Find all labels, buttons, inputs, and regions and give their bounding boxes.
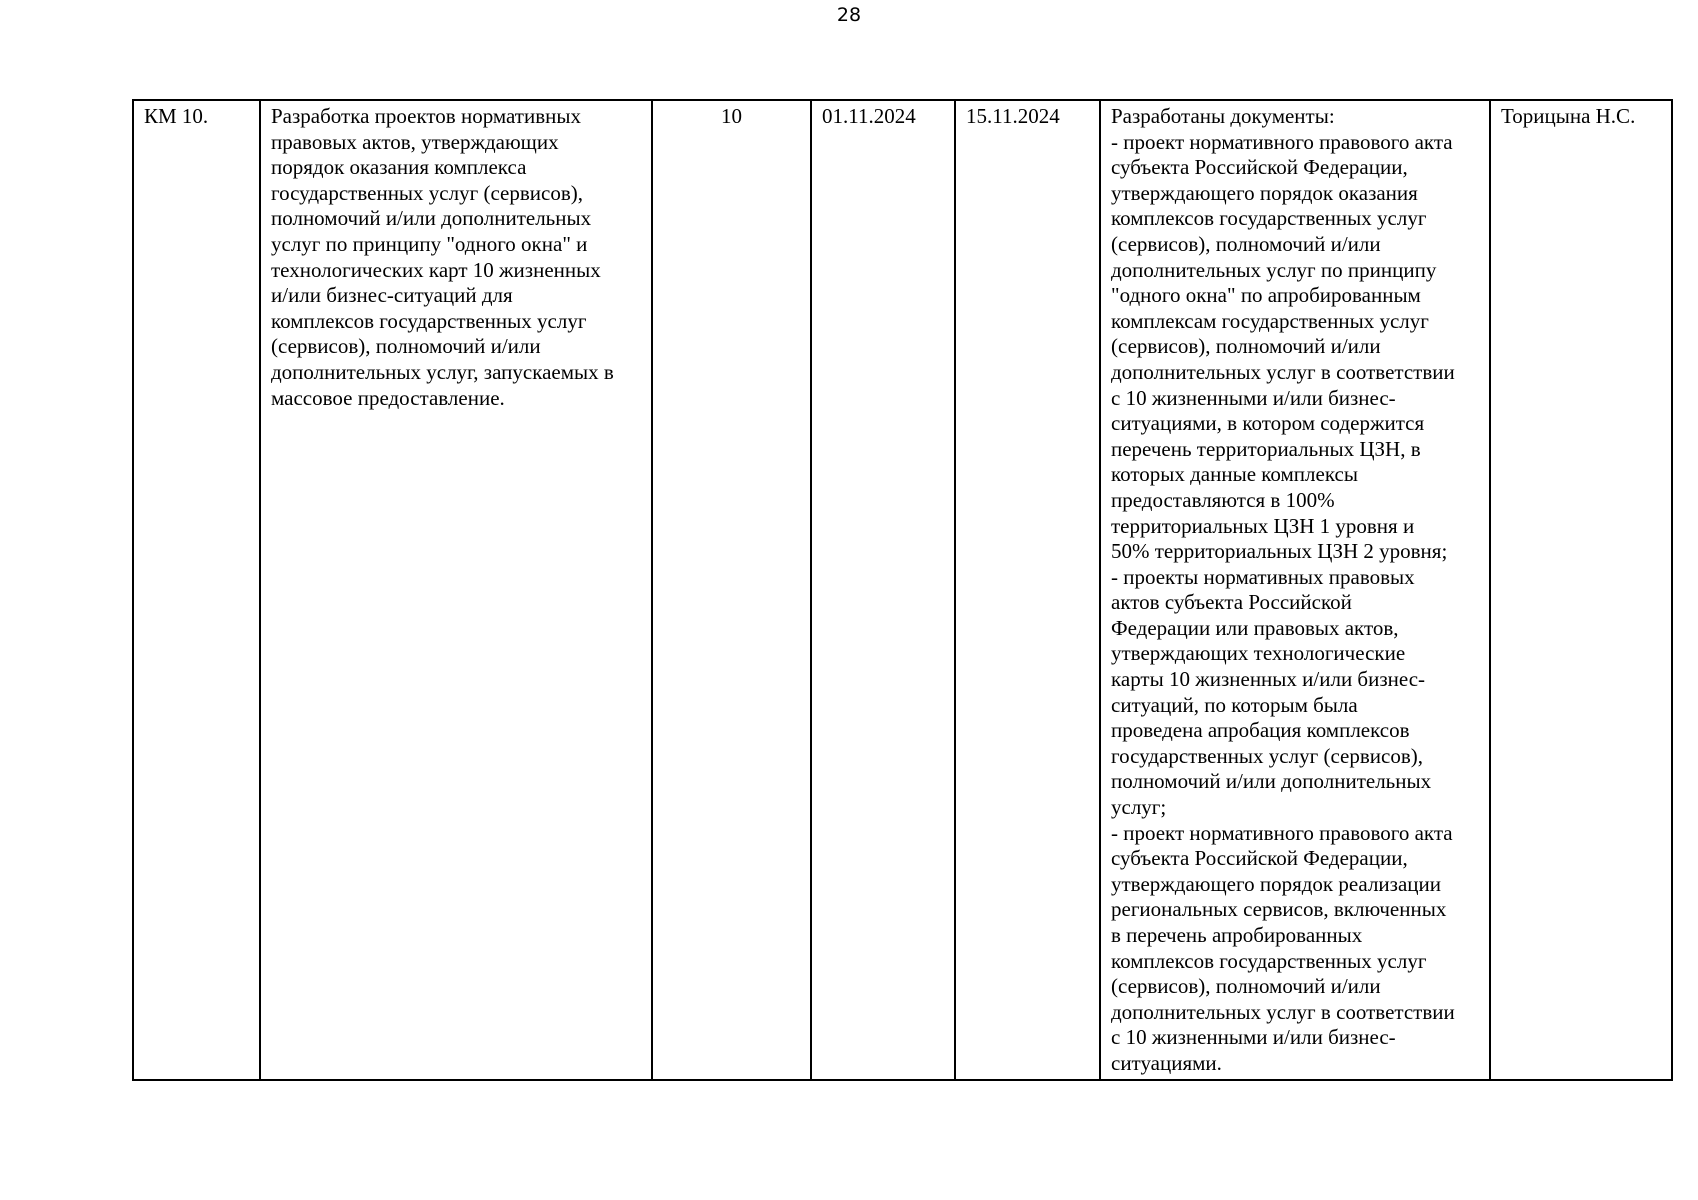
end-date-cell	[955, 100, 1100, 1080]
responsible-person: Торицына Н.С.	[1501, 104, 1636, 128]
item-quantity: 10	[721, 104, 742, 128]
code-cell	[133, 100, 260, 1080]
item-code: КМ 10.	[144, 104, 209, 128]
title-cell	[260, 100, 652, 1080]
start-date-cell	[811, 100, 955, 1080]
result-description: Разработаны документы: - проект нормативного правового акта субъекта Российской Федерации, утверждающего порядок оказания комплексов государственных услуг (сервисов), полномочий и/или дополнительных услуг по принципу "одного окна" по апробированным комплексам государственных услуг (сервисов), полномочий и/или дополнительных услуг в соответствии с 10 жизненными и/или бизнес- ситуациями, в котором содержится перечень территориальных ЦЗН, в которых данные комплексы предоставляются в 100% территориальных ЦЗН 1 уровня и 50% территориальных ЦЗН 2 уровня; - проекты нормативных правовых актов субъекта Российской Федерации или правовых актов, утверждающих технологические карты 10 жизненных и/или бизнес- ситуаций, по которым была проведена апробация комплексов государственных услуг (сервисов), полномочий и/или дополнительных услуг; - проект нормативного правового акта субъекта Российской Федерации, утверждающего порядок реализации региональных сервисов, включенных в перечень апробированных комплексов государственных услуг (сервисов), полномочий и/или дополнительных услуг в соответствии с 10 жизненными и/или бизнес- ситуациями.	[1111, 104, 1455, 1075]
document-table	[132, 99, 1673, 1081]
item-title: Разработка проектов нормативных правовых актов, утверждающих порядок оказания комплекса государственных услуг (сервисов), полномочий и/или дополнительных услуг по принципу "одного окна" и технологических карт 10 жизненных и/или бизнес-ситуаций для комплексов государственных услуг (сервисов), полномочий и/или дополнительных услуг, запускаемых в массовое предоставление.	[271, 104, 614, 410]
responsible-cell	[1490, 100, 1672, 1080]
start-date: 01.11.2024	[822, 104, 916, 128]
end-date: 15.11.2024	[966, 104, 1060, 128]
quantity-cell	[652, 100, 811, 1080]
result-cell	[1100, 100, 1490, 1080]
page-number: 28	[836, 4, 862, 26]
table-row	[133, 100, 1672, 1080]
